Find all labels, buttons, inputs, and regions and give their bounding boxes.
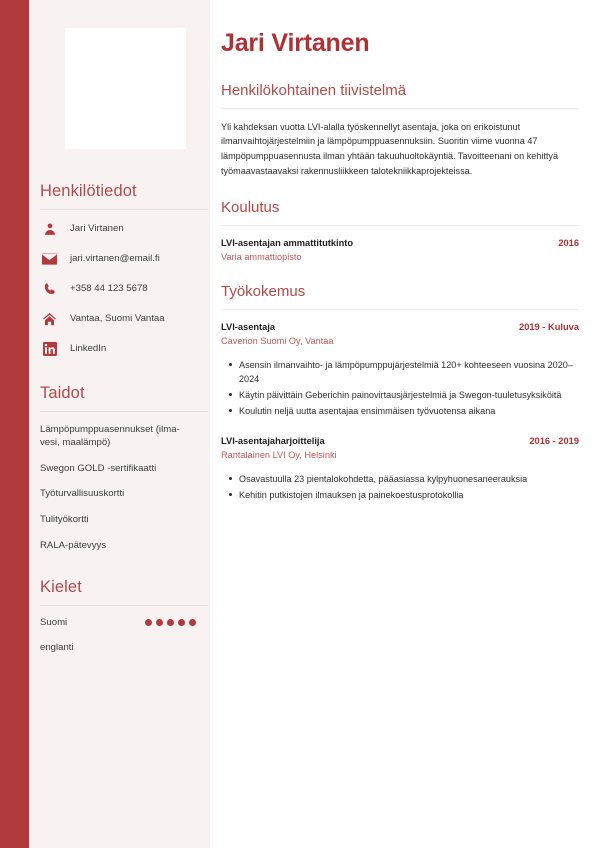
page-title: Jari Virtanen	[221, 29, 370, 57]
contact-row-email[interactable]	[40, 251, 196, 268]
section-summary	[221, 82, 579, 179]
experience-entry	[221, 321, 579, 418]
divider	[40, 411, 208, 412]
contact-row-location	[40, 311, 196, 328]
bullet-item: Kehitin putkistojen ilmauksen ja painekoestusprotokollia	[239, 488, 579, 502]
skill-item: RALA-pätevyys	[40, 539, 107, 551]
bullet-item: Asensin ilmanvaihto- ja lämpöpumppujärjestelmiä 120+ kohteeseen vuosina 2020–2024	[239, 358, 579, 386]
linkedin-icon	[40, 341, 59, 357]
sidebar-section-languages	[36, 578, 196, 653]
experience-bullets	[221, 472, 579, 502]
language-level-dots	[145, 644, 196, 651]
sidebar	[29, 0, 210, 848]
skill-item: Tulityökortti	[40, 514, 89, 526]
experience-title: LVI-asentaja	[221, 322, 276, 333]
education-organization: Varia ammattiopisto	[221, 252, 302, 263]
divider	[40, 605, 208, 606]
person-icon	[40, 221, 59, 237]
level-dot	[189, 644, 196, 651]
bullet-item: Käytin päivittäin Geberichin painovirtausjärjestelmiä ja Swegon-tuuletusyksiköitä	[239, 388, 579, 402]
heading-education: Koulutus	[221, 199, 280, 217]
level-dot	[145, 619, 152, 626]
contact-row-phone[interactable]	[40, 281, 196, 298]
heading-summary: Henkilökohtainen tiivistelmä	[221, 81, 407, 99]
language-level-dots	[145, 619, 196, 626]
section-education	[221, 199, 579, 265]
bullet-item: Koulutin neljä uutta asentajaa ensimmäisen työvuotensa aikana	[239, 404, 579, 418]
contact-location-text: Vantaa, Suomi Vantaa	[70, 312, 165, 324]
sidebar-heading-skills: Taidot	[40, 383, 85, 402]
experience-entry	[221, 435, 579, 502]
experience-organization: Caverion Suomi Oy, Vantaa	[221, 336, 334, 347]
sidebar-heading-languages: Kielet	[40, 578, 82, 597]
language-name: englanti	[40, 642, 74, 654]
contact-row-name	[40, 221, 196, 238]
divider	[221, 309, 579, 310]
entry-header	[221, 321, 579, 334]
language-row	[40, 617, 196, 628]
contact-email-text: jari.virtanen@email.fi	[70, 252, 160, 264]
divider	[221, 225, 579, 226]
contact-linkedin-text: LinkedIn	[70, 342, 107, 354]
level-dot	[167, 644, 174, 651]
education-date: 2016	[558, 238, 579, 249]
divider	[40, 209, 208, 210]
level-dot	[178, 644, 185, 651]
envelope-icon	[40, 251, 59, 267]
experience-date: 2019 - Kuluva	[519, 322, 579, 333]
home-icon	[40, 311, 59, 327]
experience-date: 2016 - 2019	[529, 436, 579, 447]
entry-header	[221, 237, 579, 250]
profile-photo-placeholder	[65, 28, 186, 149]
sidebar-heading-contact: Henkilötiedot	[40, 182, 137, 200]
phone-icon	[40, 281, 59, 297]
level-dot	[189, 619, 196, 626]
skill-item: Työturvallisuuskortti	[40, 488, 125, 500]
sidebar-section-skills	[36, 384, 196, 552]
level-dot	[178, 619, 185, 626]
section-experience	[221, 283, 579, 502]
skill-item: Lämpöpumppuasennukset (ilma-vesi, maalämpö)	[40, 423, 180, 449]
level-dot	[156, 644, 163, 651]
language-name: Suomi	[40, 617, 68, 629]
experience-organization: Rantalainen LVI Oy, Helsinki	[221, 450, 337, 461]
language-row	[40, 642, 196, 653]
contact-name-text: Jari Virtanen	[70, 222, 124, 234]
level-dot	[156, 619, 163, 626]
heading-experience: Työkokemus	[221, 283, 306, 301]
contact-phone-text: +358 44 123 5678	[70, 282, 148, 294]
education-title: LVI-asentajan ammattitutkinto	[221, 238, 354, 249]
divider	[221, 108, 579, 109]
level-dot	[167, 619, 174, 626]
entry-header	[221, 435, 579, 448]
skill-item: Swegon GOLD -sertifikaatti	[40, 462, 157, 474]
left-accent-stripe	[0, 0, 29, 848]
level-dot	[145, 644, 152, 651]
experience-bullets	[221, 358, 579, 418]
main-column	[210, 0, 600, 848]
summary-text: Yli kahdeksan vuotta LVI-alalla työskennellyt asentaja, joka on erikoistunut ilmanvaihtojärjestelmiin ja lämpöpumppuasennuksiin. Suoritin viime vuonna 47 lämpöpumppuasennusta ilman yhtään takuuhuoltokäyntiä. Tavoitteenani on kehittyä työmaavastaavaksi rakennusliikkeen talotekniikkaprojekteissa.	[221, 121, 559, 176]
bullet-item: Osavastuulla 23 pientalokohdetta, pääasiassa kylpyhuonesaneerauksia	[239, 472, 579, 486]
experience-title: LVI-asentajaharjoittelija	[221, 436, 325, 447]
education-entry	[221, 237, 579, 265]
contact-row-linkedin[interactable]	[40, 341, 196, 358]
sidebar-section-contact	[36, 182, 196, 358]
